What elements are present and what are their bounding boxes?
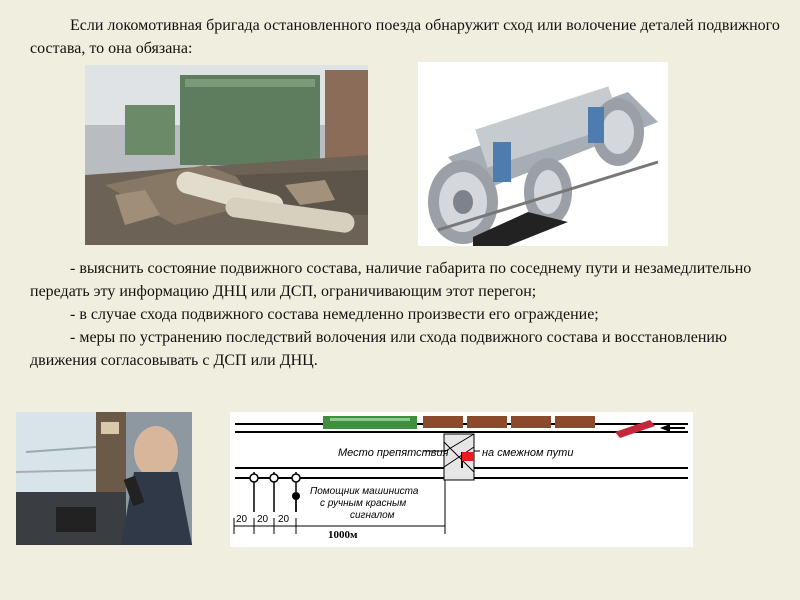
- obstacle-label: Место препятствия: [338, 447, 449, 459]
- helper-label-1: Помощник машиниста: [310, 486, 419, 497]
- rule-item: - в случае схода подвижного состава немедленно произвести его ограждение;: [70, 306, 599, 323]
- intro-text: Если локомотивная бригада остановленного поезда обнаружит сход или волочение деталей подвижного состава, то она обязана:: [30, 17, 780, 57]
- rules-list: [30, 257, 785, 372]
- wreck-photo: [85, 65, 368, 245]
- fencing-scheme: [230, 412, 693, 547]
- helper-label-3: сигналом: [350, 510, 395, 521]
- helper-label-2: с ручным красным: [320, 498, 407, 509]
- rule-item: - меры по устранению последствий волочения или схода подвижного состава и восстановлению движения согласовывать с ДСП или ДНЦ.: [30, 329, 727, 369]
- distance-1: 20: [236, 514, 248, 525]
- rule-item: - выяснить состояние подвижного состава, наличие габарита по соседнему пути и незамедлительно передать эту информацию ДНЦ или ДСП, ограничивающим этот перегон;: [30, 260, 752, 300]
- intro-paragraph: [30, 14, 785, 60]
- distance-2: 20: [257, 514, 269, 525]
- distance-main: 1000м: [328, 529, 358, 541]
- bogie-illustration: [418, 62, 668, 246]
- adjacent-track-label: на смежном пути: [482, 447, 574, 459]
- cab-photo: [16, 412, 192, 545]
- distance-3: 20: [278, 514, 290, 525]
